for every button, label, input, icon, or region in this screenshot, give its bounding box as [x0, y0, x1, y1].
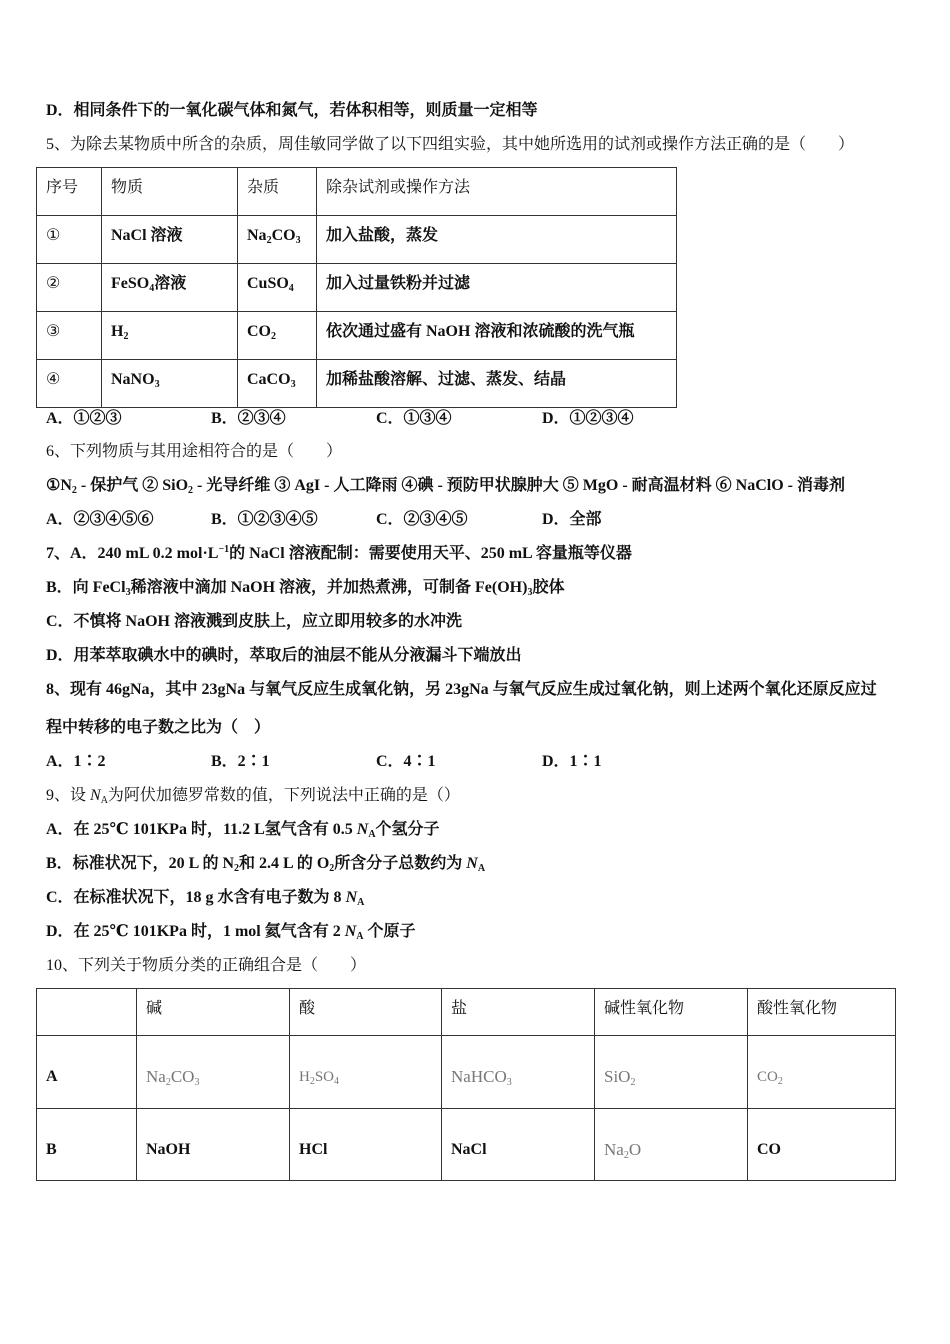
q7-option-c: C．不慎将 NaOH 溶液溅到皮肤上，应立即用较多的水冲洗: [46, 613, 463, 630]
q7-option-d: D．用苯萃取碘水中的碘时，萃取后的油层不能从分液漏斗下端放出: [46, 647, 522, 664]
subscript: 2: [329, 863, 335, 874]
option-d: D．全部: [542, 511, 602, 528]
option-c: C．①③④: [376, 410, 452, 427]
subscript: 3: [506, 1077, 512, 1088]
basic-oxide-cell: $Na_2O$: [595, 1109, 748, 1181]
base-cell: $Na_2CO_3$: [137, 1036, 290, 1109]
method: 依次通过盛有 NaOH 溶液和浓硫酸的洗气瓶: [317, 312, 677, 360]
acidic-oxide-cell: CO: [748, 1109, 896, 1181]
table-row: [37, 216, 677, 264]
header-cell: 碱性氧化物: [595, 989, 748, 1036]
header-cell: 序号: [37, 168, 102, 216]
q6-stem: 6、下列物质与其用途相符合的是（ ）: [46, 443, 343, 460]
supscript: −1: [218, 544, 230, 555]
subscript: 3: [154, 379, 160, 390]
subscript: 2: [777, 1076, 783, 1087]
option-a: A．②③④⑤⑥: [46, 511, 154, 528]
italic-symbol: N: [345, 889, 358, 906]
subscript: A: [356, 931, 364, 942]
table-row: [37, 312, 677, 360]
header-cell: 盐: [442, 989, 595, 1036]
subscript: A: [368, 829, 376, 840]
subscript: 2: [188, 485, 194, 496]
subscript: A: [100, 795, 108, 806]
basic-oxide-cell: SiO$_2$: [595, 1036, 748, 1109]
option-d: D．1∶1: [542, 753, 602, 770]
header-cell: 除杂试剂或操作方法: [317, 168, 677, 216]
subscript: 3: [194, 1077, 200, 1088]
base-cell: NaOH: [137, 1109, 290, 1181]
table-header-row: [37, 168, 677, 216]
subscript: 2: [165, 1077, 171, 1088]
subscript: A: [477, 863, 486, 874]
subscript: 3: [295, 235, 301, 246]
substance: $H_2$: [102, 312, 238, 360]
method: 加入盐酸，蒸发: [317, 216, 677, 264]
header-cell: 碱: [137, 989, 290, 1036]
option-d: D．①②③④: [542, 410, 634, 427]
header-cell: 酸性氧化物: [748, 989, 896, 1036]
subscript: 2: [71, 485, 77, 496]
subscript: 2: [266, 235, 272, 246]
q4-option-d: D．相同条件下的一氧化碳气体和氮气，若体积相等，则质量一定相等: [46, 102, 538, 119]
subscript: 2: [309, 1076, 315, 1087]
italic-symbol: N: [90, 787, 101, 804]
table-row: [37, 1109, 896, 1181]
q7-option-a: 7、A．240 mL 0.2 $mol\cdot L^{-1}$的 NaCl 溶液配制：需要使用天平、250 mL 容量瓶等仪器: [46, 544, 632, 562]
method: 加稀盐酸溶解、过滤、蒸发、结晶: [317, 360, 677, 408]
header-cell: 物质: [102, 168, 238, 216]
row-number: ②: [37, 264, 102, 312]
q9-option-c: C．在标准状况下，18 g 水含有电子数为 8 $N_A$: [46, 889, 365, 908]
option-b: B．②③④: [211, 410, 286, 427]
impurity: CaCO$_3$: [238, 360, 317, 408]
substance: FeSO$_4$溶液: [102, 264, 238, 312]
method: 加入过量铁粉并过滤: [317, 264, 677, 312]
option-b: B．①②③④⑤: [211, 511, 318, 528]
q8-stem-cont: 程中转移的电子数之比为（ ）: [46, 719, 271, 736]
option-a: A．①②③: [46, 410, 122, 427]
table-row: [37, 1036, 896, 1109]
row-number: ①: [37, 216, 102, 264]
subscript: 4: [334, 1076, 340, 1087]
option-c: C．4∶1: [376, 753, 436, 770]
header-cell: 酸: [290, 989, 442, 1036]
row-label: B: [37, 1109, 137, 1181]
q10-stem: 10、下列关于物质分类的正确组合是（ ）: [46, 957, 367, 974]
subscript: 3: [125, 587, 131, 598]
header-cell: 杂质: [238, 168, 317, 216]
italic-symbol: N: [466, 855, 478, 872]
impurity: $Na_2CO_3$: [238, 216, 317, 264]
italic-symbol: N: [356, 821, 369, 838]
row-label: A: [37, 1036, 137, 1109]
table-row: [37, 360, 677, 408]
q9-option-a: A．在 25℃ 101KPa 时，11.2 L氢气含有 0.5 $N_A$个氢分子: [46, 821, 440, 840]
subscript: 2: [630, 1077, 636, 1088]
subscript: 4: [288, 283, 294, 294]
header-cell: [37, 989, 137, 1036]
salt-cell: NaHCO$_3$: [442, 1036, 595, 1109]
subscript: 3: [290, 379, 296, 390]
italic-symbol: N: [344, 923, 357, 940]
subscript: 2: [234, 863, 240, 874]
substance: NaCl 溶液: [102, 216, 238, 264]
subscript: 2: [271, 331, 276, 342]
subscript: 2: [623, 1149, 629, 1161]
acid-cell: HCl: [290, 1109, 442, 1181]
subscript: 2: [123, 331, 129, 342]
q9-option-d: D．在 25℃ 101KPa 时，1 mol 氦气含有 2 $N_A$ 个原子: [46, 923, 416, 942]
q5-table: [36, 167, 677, 408]
q5-stem: 5、为除去某物质中所含的杂质，周佳敏同学做了以下四组实验，其中她所选用的试剂或操作方法正确的是（ ）: [46, 136, 855, 153]
q8-stem: 8、现有 46gNa，其中 23gNa 与氧气反应生成氧化钠，另 23gNa 与氧气反应生成过氧化钠，则上述两个氧化还原反应过: [46, 681, 877, 698]
acid-cell: $H_2SO_4$: [290, 1036, 442, 1109]
impurity: $CO_2$: [238, 312, 317, 360]
q9-stem: 9、设 $N_A$为阿伏加德罗常数的值，下列说法中正确的是（）: [46, 787, 460, 806]
subscript: 3: [527, 587, 533, 598]
option-a: A．1∶2: [46, 753, 106, 770]
q7-option-b: B．向 FeCl$_3$稀溶液中滴加 NaOH 溶液，并加热煮沸，可制备 $Fe(OH)_3$胶体: [46, 579, 565, 598]
impurity: CuSO$_4$: [238, 264, 317, 312]
table-header-row: [37, 989, 896, 1036]
row-number: ④: [37, 360, 102, 408]
option-b: B．2∶1: [211, 753, 270, 770]
subscript: 4: [149, 283, 155, 294]
acidic-oxide-cell: $CO_2$: [748, 1036, 896, 1109]
row-number: ③: [37, 312, 102, 360]
q9-option-b: B．标准状况下，20 L 的 $N_2$和 2.4 L 的 $O_2$所含分子总数约为 $N_A$: [46, 855, 486, 874]
q6-list: $①N_2$ - 保护气 ② SiO$_2$ - 光导纤维 ③ AgI - 人工降雨 ④碘 - 预防甲状腺肿大 ⑤ MgO - 耐高温材料 ⑥ NaClO - 消毒剂: [46, 477, 846, 496]
substance: NaNO$_3$: [102, 360, 238, 408]
subscript: A: [357, 897, 365, 908]
q10-table: [36, 988, 896, 1181]
table-row: [37, 264, 677, 312]
option-c: C．②③④⑤: [376, 511, 468, 528]
salt-cell: NaCl: [442, 1109, 595, 1181]
